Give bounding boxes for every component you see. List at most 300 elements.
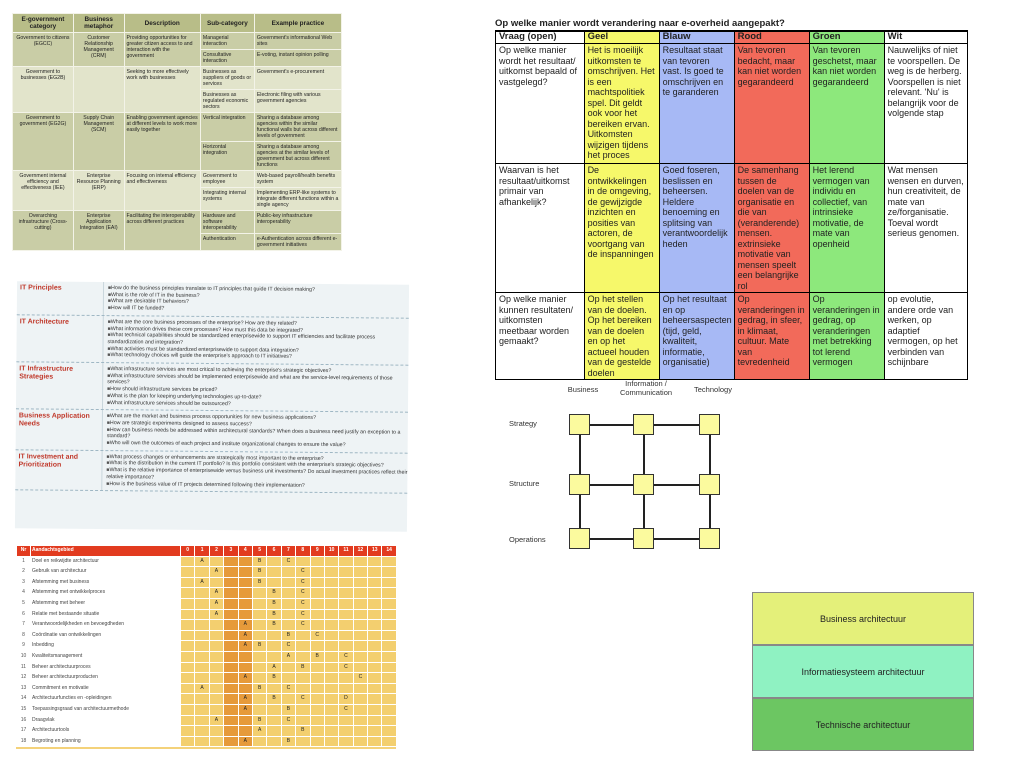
matrix-level-cell [181, 736, 195, 747]
matrix-level-cell [353, 577, 367, 588]
matrix-row [17, 609, 397, 620]
it-principle-question: ■ How can business needs be addressed within architectural standards? When does a business need justify an exception to a standard? [107, 427, 408, 443]
matrix-level-cell [209, 641, 223, 652]
matrix-level-cell [382, 630, 396, 641]
change-answer-cell: Op veranderingen in gedrag, op veranderingen met betrekking tot lerend vermogen [809, 293, 884, 380]
matrix-row [17, 726, 397, 737]
matrix-level-cell [310, 736, 324, 747]
change-answer-cell: Op het stellen van de doelen. Op het bereiken van de doelen en op het actueel houden van de gestelde doelen [584, 293, 659, 380]
matrix-level-cell [382, 598, 396, 609]
matrix-level-cell: B [252, 715, 266, 726]
it-principle-question: ■ How should infrastructure services be priced? [107, 386, 408, 395]
matrix-level-cell [267, 651, 281, 662]
matrix-level-cell: A [238, 673, 252, 684]
matrix-level-cell [339, 715, 353, 726]
it-principle-question: ■ What are the market and business process opportunities for new business applications? [107, 413, 408, 422]
egov-practice-cell: Government's informational Web sites [254, 33, 341, 50]
matrix-level-cell [181, 620, 195, 631]
egov-category-cell: Government internal efficiency and effectiveness (IEE) [13, 171, 74, 211]
change-answer-cell: Van tevoren bedacht, maar kan niet worden gegarandeerd [734, 44, 809, 164]
it-principle-question: ■ How will IT be funded? [108, 305, 315, 314]
matrix-level-cell [281, 598, 295, 609]
matrix-row-name: Kwaliteitsmanagement [31, 651, 181, 662]
matrix-level-cell [195, 641, 209, 652]
it-principle-section [17, 281, 409, 318]
matrix-level-cell [181, 609, 195, 620]
matrix-level-cell [324, 609, 338, 620]
matrix-header-cell: 10 [324, 546, 338, 557]
matrix-level-cell: A [209, 715, 223, 726]
matrix-row-name: Toepassingsgraad van architectuurmethode [31, 704, 181, 715]
matrix-row-number: 9 [17, 641, 31, 652]
change-answer-cell: Het lerend vermogen van individu en collectief, van intrinsieke motivatie, de mate van openheid [809, 164, 884, 293]
matrix-level-cell [195, 673, 209, 684]
matrix-level-cell [353, 704, 367, 715]
matrix-level-cell [252, 598, 266, 609]
matrix-level-cell [296, 715, 310, 726]
matrix-level-cell: A [281, 651, 295, 662]
matrix-level-cell: B [267, 694, 281, 705]
matrix-header-cell: 7 [281, 546, 295, 557]
matrix-row-number: 1 [17, 556, 31, 567]
matrix-level-cell [238, 577, 252, 588]
matrix-row [17, 736, 397, 747]
matrix-level-cell [324, 588, 338, 599]
matrix-level-cell [382, 620, 396, 631]
matrix-level-cell [339, 736, 353, 747]
row-label-strategy: Strategy [509, 419, 537, 428]
matrix-level-cell [310, 620, 324, 631]
it-principle-question: ■ What are the core business processes of the enterprise? How are they related? [108, 319, 409, 328]
matrix-level-cell: A [209, 598, 223, 609]
matrix-header-cell: 4 [238, 546, 252, 557]
matrix-level-cell [310, 588, 324, 599]
grid-node [633, 528, 654, 549]
matrix-level-cell [181, 651, 195, 662]
matrix-level-cell [310, 683, 324, 694]
it-principle-heading: IT Infrastructure Strategies [19, 365, 74, 381]
matrix-level-cell [238, 556, 252, 567]
matrix-level-cell [353, 715, 367, 726]
matrix-level-cell: D [339, 694, 353, 705]
matrix-level-cell [209, 694, 223, 705]
matrix-level-cell [339, 683, 353, 694]
matrix-level-cell [324, 726, 338, 737]
matrix-header-cell: 13 [368, 546, 382, 557]
egov-row [13, 171, 342, 188]
matrix-level-cell: B [252, 556, 266, 567]
matrix-row-name: Inbedding [31, 641, 181, 652]
row-label-structure: Structure [509, 479, 540, 488]
change-answer-cell: Resultaat staat van tevoren vast. Is goed te omschrijven en te garanderen [659, 44, 734, 164]
matrix-level-cell [267, 567, 281, 578]
matrix-level-cell [195, 694, 209, 705]
matrix-level-cell [224, 588, 238, 599]
maturity-matrix-panel [16, 545, 396, 749]
matrix-level-cell [281, 726, 295, 737]
change-question-cell: Op welke manier wordt het resultaat/ uitkomst bepaald of vastgelegd? [496, 44, 585, 164]
matrix-header-cell: 6 [267, 546, 281, 557]
egov-practice-cell: Public-key infrastructure interoperability [254, 211, 341, 234]
matrix-level-cell [224, 662, 238, 673]
matrix-level-cell [181, 588, 195, 599]
matrix-level-cell [353, 641, 367, 652]
matrix-level-cell [281, 609, 295, 620]
matrix-level-cell [224, 704, 238, 715]
matrix-level-cell [209, 673, 223, 684]
matrix-level-cell [224, 673, 238, 684]
change-approach-table [495, 31, 968, 380]
matrix-level-cell [324, 694, 338, 705]
change-header-cell: Groen [809, 32, 884, 44]
matrix-level-cell [195, 651, 209, 662]
matrix-level-cell [224, 556, 238, 567]
matrix-level-cell: C [296, 609, 310, 620]
change-row [496, 44, 968, 164]
matrix-level-cell [310, 673, 324, 684]
matrix-level-cell: A [267, 662, 281, 673]
matrix-level-cell [368, 577, 382, 588]
matrix-level-cell [382, 567, 396, 578]
matrix-row-name: Beheer architectuurproducten [31, 673, 181, 684]
matrix-level-cell [368, 715, 382, 726]
column-label-information: Information / Communication [619, 379, 673, 397]
matrix-level-cell [281, 673, 295, 684]
matrix-level-cell [310, 726, 324, 737]
change-answer-cell: Wat mensen wensen en durven, hun creativiteit, de mate van ze/forganisatie. Toeval wordt serieus genomen. [884, 164, 967, 293]
matrix-row [17, 641, 397, 652]
maturity-matrix [16, 545, 397, 747]
egov-subcategory-cell: Horizontal integration [200, 142, 254, 171]
matrix-level-cell [238, 662, 252, 673]
change-question-cell: Waarvan is het resultaat/uitkomst primair van afhankelijk? [496, 164, 585, 293]
change-approach-panel [495, 18, 968, 378]
change-approach-title: Op welke manier wordt verandering naar e-overheid aangepakt? [495, 18, 968, 31]
matrix-level-cell: A [252, 726, 266, 737]
change-answer-cell: De ontwikkelingen in de omgeving, de gewijzigde inzichten en posities van actoren, de voortgang van de inspanningen [584, 164, 659, 293]
matrix-row-number: 6 [17, 609, 31, 620]
matrix-level-cell [195, 598, 209, 609]
matrix-row-number: 14 [17, 694, 31, 705]
egov-description-cell: Enabling government agencies at different levels to work more easily together [124, 113, 200, 171]
change-header-cell: Geel [584, 32, 659, 44]
matrix-level-cell [281, 694, 295, 705]
matrix-row [17, 577, 397, 588]
matrix-level-cell [181, 577, 195, 588]
matrix-row-number: 2 [17, 567, 31, 578]
it-principle-heading: IT Principles [19, 284, 62, 292]
matrix-header-cell: Nr [17, 546, 31, 557]
matrix-level-cell: C [339, 662, 353, 673]
matrix-level-cell [368, 694, 382, 705]
egov-row [13, 113, 342, 142]
matrix-level-cell [224, 641, 238, 652]
matrix-level-cell: B [310, 651, 324, 662]
change-row [496, 164, 968, 293]
egov-practice-cell: Electronic filing with various government agencies [254, 90, 341, 113]
matrix-level-cell: A [209, 609, 223, 620]
matrix-level-cell [324, 683, 338, 694]
matrix-level-cell [209, 726, 223, 737]
matrix-row [17, 694, 397, 705]
matrix-level-cell [267, 556, 281, 567]
matrix-header-cell: 5 [252, 546, 266, 557]
matrix-level-cell [353, 662, 367, 673]
egov-subcategory-cell: Government to employee [200, 171, 254, 188]
column-label-business: Business [567, 385, 599, 394]
matrix-level-cell [296, 641, 310, 652]
matrix-level-cell [224, 715, 238, 726]
matrix-level-cell [368, 620, 382, 631]
egov-subcategory-cell: Businesses as regulated economic sectors [200, 90, 254, 113]
matrix-level-cell [181, 715, 195, 726]
matrix-level-cell [181, 630, 195, 641]
matrix-level-cell [310, 577, 324, 588]
matrix-level-cell [353, 651, 367, 662]
matrix-level-cell [368, 736, 382, 747]
change-answer-cell: op evolutie, andere orde van werken, op adaptief vermogen, op het verbinden van schijnbare [884, 293, 967, 380]
change-answer-cell: Nauwelijks of niet te voorspellen. De weg is de herberg. Voorspellen is niet relevant. 'Nu' is belangrijk voor de volgende stap [884, 44, 967, 164]
matrix-level-cell [368, 651, 382, 662]
it-principle-question: ■ What is the distribution in the current IT portfolio? Is this portfolio consistent with the enterprise's strategic objectives? [106, 461, 407, 470]
matrix-level-cell: B [267, 588, 281, 599]
matrix-level-cell [382, 704, 396, 715]
matrix-level-cell [224, 694, 238, 705]
matrix-level-cell [368, 704, 382, 715]
matrix-level-cell [382, 673, 396, 684]
matrix-level-cell: A [195, 683, 209, 694]
matrix-level-cell [195, 715, 209, 726]
matrix-level-cell: B [252, 683, 266, 694]
matrix-level-cell [252, 651, 266, 662]
matrix-level-cell [267, 736, 281, 747]
egov-practice-cell: Government's e-procurement [254, 67, 341, 90]
matrix-level-cell [267, 683, 281, 694]
matrix-level-cell [224, 683, 238, 694]
matrix-level-cell [267, 704, 281, 715]
matrix-level-cell [382, 588, 396, 599]
egov-metaphor-cell: Enterprise Application Integration (EAI) [73, 211, 124, 251]
it-principle-questions [102, 363, 408, 412]
matrix-level-cell [181, 598, 195, 609]
matrix-row-name: Afstemming met ontwikkelproces [31, 588, 181, 599]
change-header-cell: Wit [884, 32, 967, 44]
matrix-level-cell [195, 609, 209, 620]
matrix-level-cell [382, 609, 396, 620]
egov-header-cell: E-government category [13, 14, 74, 33]
matrix-level-cell: A [195, 556, 209, 567]
matrix-level-cell: B [281, 736, 295, 747]
matrix-level-cell [368, 726, 382, 737]
matrix-level-cell [209, 577, 223, 588]
matrix-row-name: Commitment en motivatie [31, 683, 181, 694]
egov-description-cell: Focusing on internal efficiency and effectiveness [124, 171, 200, 211]
it-principle-question: ■ What infrastructure services should be outsourced? [107, 400, 408, 409]
matrix-level-cell: C [296, 694, 310, 705]
it-principle-question: ■ How do the business principles translate to IT principles that guide IT decision making? [108, 285, 315, 294]
matrix-level-cell [181, 567, 195, 578]
change-row [496, 293, 968, 380]
matrix-level-cell [296, 673, 310, 684]
matrix-level-cell [324, 630, 338, 641]
egov-category-cell: Government to government (EG2G) [13, 113, 74, 171]
matrix-level-cell: B [267, 673, 281, 684]
egov-category-cell: Government to citizens (EGCC) [13, 33, 74, 67]
matrix-level-cell [310, 609, 324, 620]
matrix-level-cell [382, 577, 396, 588]
egov-description-cell: Facilitating the interoperability across different practices [124, 211, 200, 251]
matrix-level-cell [238, 651, 252, 662]
matrix-level-cell [353, 567, 367, 578]
matrix-level-cell [353, 726, 367, 737]
matrix-level-cell [238, 598, 252, 609]
matrix-level-cell [181, 704, 195, 715]
matrix-row [17, 662, 397, 673]
it-principle-question: ■ What infrastructure services are most critical to achieving the enterprise's strategic objectives? [107, 366, 408, 375]
matrix-row-number: 12 [17, 673, 31, 684]
matrix-level-cell [353, 556, 367, 567]
matrix-row-number: 17 [17, 726, 31, 737]
matrix-row [17, 683, 397, 694]
matrix-level-cell: B [296, 726, 310, 737]
it-principle-question: ■ What are desirable IT behaviors? [108, 298, 315, 307]
matrix-level-cell: B [252, 567, 266, 578]
matrix-row [17, 715, 397, 726]
it-principle-questions [103, 282, 315, 317]
matrix-level-cell [252, 620, 266, 631]
grid-diagram [503, 375, 793, 565]
egov-header-cell: Business metaphor [73, 14, 124, 33]
matrix-level-cell [339, 567, 353, 578]
egov-header-cell: Sub-category [200, 14, 254, 33]
matrix-level-cell [252, 662, 266, 673]
matrix-level-cell [281, 577, 295, 588]
egov-metaphor-cell [73, 67, 124, 113]
matrix-level-cell [339, 641, 353, 652]
matrix-level-cell [310, 598, 324, 609]
matrix-level-cell: B [267, 598, 281, 609]
matrix-level-cell: B [252, 577, 266, 588]
matrix-level-cell [324, 662, 338, 673]
matrix-level-cell: A [209, 567, 223, 578]
change-header-cell: Blauw [659, 32, 734, 44]
matrix-level-cell [368, 662, 382, 673]
matrix-header-cell: 8 [296, 546, 310, 557]
matrix-level-cell [224, 620, 238, 631]
egov-row [13, 67, 342, 90]
matrix-header-cell: 2 [209, 546, 223, 557]
matrix-level-cell [310, 567, 324, 578]
matrix-level-cell [209, 683, 223, 694]
matrix-level-cell [252, 588, 266, 599]
matrix-level-cell [310, 556, 324, 567]
matrix-level-cell [209, 630, 223, 641]
matrix-level-cell [353, 620, 367, 631]
it-principle-section [15, 450, 407, 494]
egov-subcategory-cell: Integrating internal systems [200, 188, 254, 211]
matrix-level-cell [209, 651, 223, 662]
matrix-header-cell: Aandachtsgebied [31, 546, 181, 557]
matrix-level-cell [267, 715, 281, 726]
matrix-level-cell [368, 683, 382, 694]
matrix-level-cell [296, 704, 310, 715]
matrix-level-cell: B [281, 704, 295, 715]
matrix-level-cell [339, 588, 353, 599]
matrix-level-cell [339, 620, 353, 631]
matrix-row-name: Afstemming met beheer [31, 598, 181, 609]
it-principle-question: ■ What activities must be standardized enterprisewide to support data integration? [107, 346, 408, 355]
matrix-level-cell [339, 598, 353, 609]
matrix-level-cell [238, 715, 252, 726]
matrix-row-name: Beheer architectuurproces [31, 662, 181, 673]
matrix-level-cell: A [238, 630, 252, 641]
matrix-header-cell: 12 [353, 546, 367, 557]
it-principle-question: ■ What technology choices will guide the enterprise's approach to IT initiatives? [107, 352, 408, 361]
matrix-level-cell [195, 704, 209, 715]
change-answer-cell: Het is moeilijk uitkomsten te omschrijven. Het is een machtspolitiek spel. Dit geldt ook voor het bereiken ervan. Uitkomsten wijzigen tijdens het proces [584, 44, 659, 164]
matrix-level-cell [195, 567, 209, 578]
matrix-header-cell: 11 [339, 546, 353, 557]
matrix-row-number: 15 [17, 704, 31, 715]
matrix-level-cell [238, 609, 252, 620]
matrix-level-cell [281, 588, 295, 599]
matrix-level-cell: C [281, 683, 295, 694]
it-principle-section [16, 410, 408, 454]
matrix-level-cell [353, 694, 367, 705]
layer-business-architecture: Business architectuur [752, 592, 974, 645]
matrix-level-cell [324, 704, 338, 715]
it-principle-section [16, 362, 408, 413]
egov-table [12, 13, 342, 251]
it-principle-question: ■ What information drives these core processes? How must this data be integrated? [108, 326, 409, 335]
matrix-level-cell [224, 609, 238, 620]
it-principle-heading: IT Investment and Prioritization [18, 453, 79, 469]
change-answer-cell: Op veranderingen in gedrag, in sfeer, in klimaat, cultuur. Mate van tevredenheid [734, 293, 809, 380]
egov-description-cell: Seeking to more effectively work with businesses [124, 67, 200, 113]
matrix-level-cell [224, 726, 238, 737]
matrix-header-cell: 9 [310, 546, 324, 557]
matrix-row [17, 556, 397, 567]
matrix-level-cell [382, 715, 396, 726]
layer-information-architecture: Informatiesysteem architectuur [752, 645, 974, 698]
matrix-level-cell [238, 567, 252, 578]
matrix-row-name: Doel en reikwijdte architectuur [31, 556, 181, 567]
matrix-row-number: 3 [17, 577, 31, 588]
matrix-level-cell [310, 694, 324, 705]
egov-row [13, 33, 342, 50]
matrix-level-cell [382, 651, 396, 662]
it-principle-question: ■ What technical capabilities should be standardized enterprisewide to support IT efficiencies and facilitate process standardization and integration? [108, 332, 409, 348]
matrix-row-number: 8 [17, 630, 31, 641]
matrix-row-number: 10 [17, 651, 31, 662]
layer-technical-architecture: Technische architectuur [752, 698, 974, 751]
matrix-level-cell [209, 662, 223, 673]
matrix-level-cell [382, 556, 396, 567]
matrix-level-cell: B [296, 662, 310, 673]
matrix-level-cell [353, 683, 367, 694]
matrix-row [17, 588, 397, 599]
change-question-cell: Op welke manier kunnen resultaten/ uitkomsten meetbaar worden gemaakt? [496, 293, 585, 380]
matrix-row [17, 630, 397, 641]
egov-header-cell: Example practice [254, 14, 341, 33]
matrix-level-cell [252, 609, 266, 620]
matrix-level-cell [181, 726, 195, 737]
matrix-level-cell: A [238, 694, 252, 705]
matrix-level-cell: C [353, 673, 367, 684]
matrix-row [17, 651, 397, 662]
matrix-level-cell: B [267, 609, 281, 620]
matrix-level-cell [368, 641, 382, 652]
